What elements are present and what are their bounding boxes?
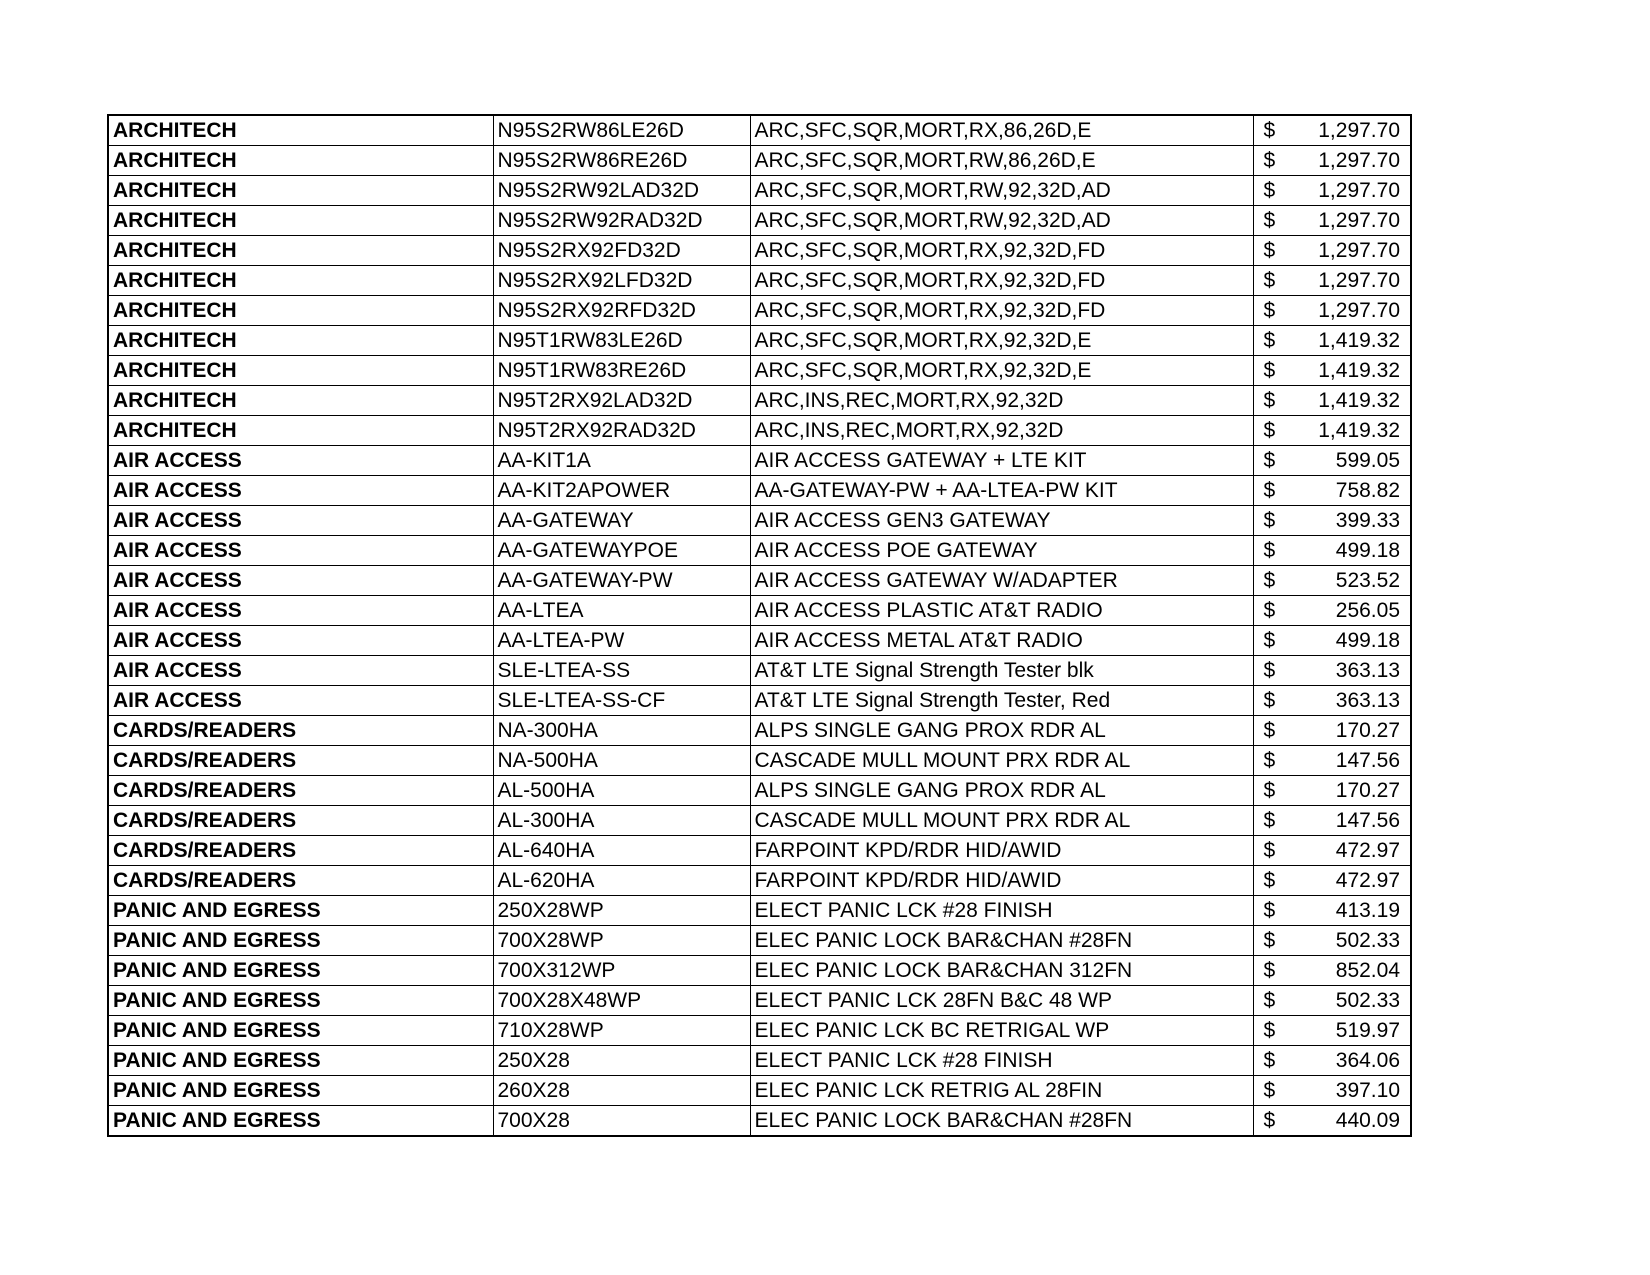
currency-symbol-cell: $ [1253, 596, 1279, 626]
currency-symbol-cell: $ [1253, 206, 1279, 236]
price-cell: 499.18 [1279, 626, 1411, 656]
description-cell: ARC,SFC,SQR,MORT,RX,92,32D,FD [750, 236, 1253, 266]
price-cell: 397.10 [1279, 1076, 1411, 1106]
price-cell: 599.05 [1279, 446, 1411, 476]
price-cell: 1,297.70 [1279, 176, 1411, 206]
part-number-cell: N95S2RW86LE26D [493, 115, 750, 146]
category-cell: AIR ACCESS [108, 446, 493, 476]
category-cell: ARCHITECH [108, 326, 493, 356]
category-cell: CARDS/READERS [108, 746, 493, 776]
table-row [108, 896, 1411, 926]
part-number-cell: AL-640HA [493, 836, 750, 866]
category-cell: PANIC AND EGRESS [108, 1046, 493, 1076]
part-number-cell: N95S2RX92RFD32D [493, 296, 750, 326]
category-cell: CARDS/READERS [108, 836, 493, 866]
part-number-cell: AL-620HA [493, 866, 750, 896]
currency-symbol-cell: $ [1253, 476, 1279, 506]
table-row [108, 956, 1411, 986]
description-cell: ELEC PANIC LOCK BAR&CHAN #28FN [750, 926, 1253, 956]
description-cell: ARC,SFC,SQR,MORT,RX,92,32D,E [750, 326, 1253, 356]
part-number-cell: 250X28WP [493, 896, 750, 926]
currency-symbol-cell: $ [1253, 1016, 1279, 1046]
part-number-cell: N95S2RW86RE26D [493, 146, 750, 176]
description-cell: ARC,SFC,SQR,MORT,RX,92,32D,E [750, 356, 1253, 386]
description-cell: AT&T LTE Signal Strength Tester, Red [750, 686, 1253, 716]
price-cell: 1,297.70 [1279, 206, 1411, 236]
category-cell: PANIC AND EGRESS [108, 896, 493, 926]
part-number-cell: N95T1RW83LE26D [493, 326, 750, 356]
category-cell: PANIC AND EGRESS [108, 1076, 493, 1106]
price-cell: 1,419.32 [1279, 356, 1411, 386]
part-number-cell: N95S2RX92FD32D [493, 236, 750, 266]
price-cell: 364.06 [1279, 1046, 1411, 1076]
price-cell: 147.56 [1279, 806, 1411, 836]
price-cell: 1,419.32 [1279, 416, 1411, 446]
table-row [108, 866, 1411, 896]
category-cell: ARCHITECH [108, 236, 493, 266]
price-cell: 1,297.70 [1279, 146, 1411, 176]
currency-symbol-cell: $ [1253, 236, 1279, 266]
table-row [108, 146, 1411, 176]
part-number-cell: NA-500HA [493, 746, 750, 776]
price-cell: 523.52 [1279, 566, 1411, 596]
part-number-cell: 710X28WP [493, 1016, 750, 1046]
category-cell: PANIC AND EGRESS [108, 926, 493, 956]
part-number-cell: 260X28 [493, 1076, 750, 1106]
description-cell: AT&T LTE Signal Strength Tester blk [750, 656, 1253, 686]
table-row [108, 1046, 1411, 1076]
description-cell: ARC,SFC,SQR,MORT,RX,86,26D,E [750, 115, 1253, 146]
description-cell: ARC,SFC,SQR,MORT,RW,86,26D,E [750, 146, 1253, 176]
currency-symbol-cell: $ [1253, 416, 1279, 446]
description-cell: ARC,INS,REC,MORT,RX,92,32D [750, 416, 1253, 446]
category-cell: CARDS/READERS [108, 776, 493, 806]
category-cell: CARDS/READERS [108, 866, 493, 896]
description-cell: ARC,SFC,SQR,MORT,RW,92,32D,AD [750, 176, 1253, 206]
part-number-cell: 700X28WP [493, 926, 750, 956]
table-row [108, 446, 1411, 476]
part-number-cell: 700X28X48WP [493, 986, 750, 1016]
category-cell: AIR ACCESS [108, 536, 493, 566]
price-cell: 758.82 [1279, 476, 1411, 506]
category-cell: AIR ACCESS [108, 656, 493, 686]
currency-symbol-cell: $ [1253, 296, 1279, 326]
category-cell: PANIC AND EGRESS [108, 956, 493, 986]
description-cell: ELECT PANIC LCK #28 FINISH [750, 1046, 1253, 1076]
currency-symbol-cell: $ [1253, 746, 1279, 776]
category-cell: ARCHITECH [108, 115, 493, 146]
part-number-cell: N95T2RX92RAD32D [493, 416, 750, 446]
currency-symbol-cell: $ [1253, 566, 1279, 596]
currency-symbol-cell: $ [1253, 1046, 1279, 1076]
part-number-cell: SLE-LTEA-SS-CF [493, 686, 750, 716]
part-number-cell: AA-GATEWAYPOE [493, 536, 750, 566]
part-number-cell: N95S2RW92RAD32D [493, 206, 750, 236]
part-number-cell: 250X28 [493, 1046, 750, 1076]
price-cell: 1,297.70 [1279, 236, 1411, 266]
table-row [108, 416, 1411, 446]
price-cell: 399.33 [1279, 506, 1411, 536]
table-row [108, 716, 1411, 746]
description-cell: FARPOINT KPD/RDR HID/AWID [750, 836, 1253, 866]
table-row [108, 386, 1411, 416]
description-cell: AIR ACCESS PLASTIC AT&T RADIO [750, 596, 1253, 626]
price-cell: 170.27 [1279, 716, 1411, 746]
currency-symbol-cell: $ [1253, 896, 1279, 926]
part-number-cell: N95T1RW83RE26D [493, 356, 750, 386]
table-row [108, 686, 1411, 716]
currency-symbol-cell: $ [1253, 686, 1279, 716]
category-cell: ARCHITECH [108, 296, 493, 326]
category-cell: AIR ACCESS [108, 506, 493, 536]
category-cell: ARCHITECH [108, 266, 493, 296]
table-row [108, 236, 1411, 266]
currency-symbol-cell: $ [1253, 446, 1279, 476]
table-row [108, 1106, 1411, 1137]
currency-symbol-cell: $ [1253, 1076, 1279, 1106]
description-cell: ELEC PANIC LOCK BAR&CHAN #28FN [750, 1106, 1253, 1137]
part-number-cell: 700X312WP [493, 956, 750, 986]
price-cell: 1,297.70 [1279, 266, 1411, 296]
category-cell: ARCHITECH [108, 206, 493, 236]
currency-symbol-cell: $ [1253, 1106, 1279, 1137]
description-cell: FARPOINT KPD/RDR HID/AWID [750, 866, 1253, 896]
part-number-cell: NA-300HA [493, 716, 750, 746]
description-cell: ELEC PANIC LCK RETRIG AL 28FIN [750, 1076, 1253, 1106]
description-cell: AA-GATEWAY-PW + AA-LTEA-PW KIT [750, 476, 1253, 506]
price-cell: 363.13 [1279, 686, 1411, 716]
table-row [108, 266, 1411, 296]
part-number-cell: N95S2RW92LAD32D [493, 176, 750, 206]
table-row [108, 296, 1411, 326]
description-cell: ELEC PANIC LCK BC RETRIGAL WP [750, 1016, 1253, 1046]
table-row [108, 326, 1411, 356]
price-cell: 1,297.70 [1279, 296, 1411, 326]
table-row [108, 506, 1411, 536]
price-cell: 413.19 [1279, 896, 1411, 926]
price-cell: 1,419.32 [1279, 326, 1411, 356]
table-row [108, 596, 1411, 626]
table-row [108, 986, 1411, 1016]
category-cell: ARCHITECH [108, 416, 493, 446]
price-list-table [107, 114, 1412, 1137]
currency-symbol-cell: $ [1253, 656, 1279, 686]
table-row [108, 926, 1411, 956]
table-row [108, 206, 1411, 236]
table-row [108, 176, 1411, 206]
description-cell: ALPS SINGLE GANG PROX RDR AL [750, 716, 1253, 746]
category-cell: PANIC AND EGRESS [108, 1106, 493, 1137]
description-cell: ALPS SINGLE GANG PROX RDR AL [750, 776, 1253, 806]
category-cell: PANIC AND EGRESS [108, 986, 493, 1016]
description-cell: CASCADE MULL MOUNT PRX RDR AL [750, 806, 1253, 836]
description-cell: AIR ACCESS GATEWAY W/ADAPTER [750, 566, 1253, 596]
currency-symbol-cell: $ [1253, 716, 1279, 746]
price-cell: 440.09 [1279, 1106, 1411, 1137]
part-number-cell: N95T2RX92LAD32D [493, 386, 750, 416]
part-number-cell: AA-LTEA [493, 596, 750, 626]
currency-symbol-cell: $ [1253, 386, 1279, 416]
table-row [108, 356, 1411, 386]
category-cell: CARDS/READERS [108, 716, 493, 746]
currency-symbol-cell: $ [1253, 956, 1279, 986]
description-cell: ARC,INS,REC,MORT,RX,92,32D [750, 386, 1253, 416]
price-cell: 852.04 [1279, 956, 1411, 986]
table-row [108, 746, 1411, 776]
part-number-cell: 700X28 [493, 1106, 750, 1137]
table-row [108, 1076, 1411, 1106]
part-number-cell: AA-GATEWAY-PW [493, 566, 750, 596]
part-number-cell: AA-KIT1A [493, 446, 750, 476]
description-cell: AIR ACCESS POE GATEWAY [750, 536, 1253, 566]
table-row [108, 806, 1411, 836]
price-cell: 502.33 [1279, 986, 1411, 1016]
currency-symbol-cell: $ [1253, 536, 1279, 566]
currency-symbol-cell: $ [1253, 926, 1279, 956]
category-cell: AIR ACCESS [108, 596, 493, 626]
price-cell: 519.97 [1279, 1016, 1411, 1046]
description-cell: AIR ACCESS GATEWAY + LTE KIT [750, 446, 1253, 476]
part-number-cell: AA-LTEA-PW [493, 626, 750, 656]
description-cell: ELEC PANIC LOCK BAR&CHAN 312FN [750, 956, 1253, 986]
currency-symbol-cell: $ [1253, 146, 1279, 176]
category-cell: ARCHITECH [108, 146, 493, 176]
category-cell: PANIC AND EGRESS [108, 1016, 493, 1046]
description-cell: AIR ACCESS GEN3 GATEWAY [750, 506, 1253, 536]
price-cell: 502.33 [1279, 926, 1411, 956]
table-row [108, 776, 1411, 806]
table-row [108, 836, 1411, 866]
table-row [108, 626, 1411, 656]
price-cell: 147.56 [1279, 746, 1411, 776]
category-cell: AIR ACCESS [108, 566, 493, 596]
currency-symbol-cell: $ [1253, 176, 1279, 206]
currency-symbol-cell: $ [1253, 115, 1279, 146]
currency-symbol-cell: $ [1253, 986, 1279, 1016]
price-list-body [108, 115, 1411, 1136]
currency-symbol-cell: $ [1253, 866, 1279, 896]
currency-symbol-cell: $ [1253, 356, 1279, 386]
price-cell: 363.13 [1279, 656, 1411, 686]
price-cell: 170.27 [1279, 776, 1411, 806]
currency-symbol-cell: $ [1253, 776, 1279, 806]
price-cell: 472.97 [1279, 866, 1411, 896]
currency-symbol-cell: $ [1253, 626, 1279, 656]
table-row [108, 566, 1411, 596]
part-number-cell: AL-300HA [493, 806, 750, 836]
category-cell: AIR ACCESS [108, 686, 493, 716]
part-number-cell: N95S2RX92LFD32D [493, 266, 750, 296]
part-number-cell: AA-GATEWAY [493, 506, 750, 536]
description-cell: ELECT PANIC LCK 28FN B&C 48 WP [750, 986, 1253, 1016]
part-number-cell: AL-500HA [493, 776, 750, 806]
description-cell: ARC,SFC,SQR,MORT,RW,92,32D,AD [750, 206, 1253, 236]
currency-symbol-cell: $ [1253, 506, 1279, 536]
category-cell: ARCHITECH [108, 176, 493, 206]
table-row [108, 1016, 1411, 1046]
price-cell: 1,297.70 [1279, 115, 1411, 146]
table-row [108, 476, 1411, 506]
table-row [108, 536, 1411, 566]
part-number-cell: AA-KIT2APOWER [493, 476, 750, 506]
price-cell: 472.97 [1279, 836, 1411, 866]
description-cell: ARC,SFC,SQR,MORT,RX,92,32D,FD [750, 266, 1253, 296]
price-cell: 256.05 [1279, 596, 1411, 626]
price-cell: 499.18 [1279, 536, 1411, 566]
description-cell: CASCADE MULL MOUNT PRX RDR AL [750, 746, 1253, 776]
category-cell: AIR ACCESS [108, 626, 493, 656]
description-cell: AIR ACCESS METAL AT&T RADIO [750, 626, 1253, 656]
part-number-cell: SLE-LTEA-SS [493, 656, 750, 686]
description-cell: ELECT PANIC LCK #28 FINISH [750, 896, 1253, 926]
currency-symbol-cell: $ [1253, 836, 1279, 866]
category-cell: ARCHITECH [108, 386, 493, 416]
category-cell: ARCHITECH [108, 356, 493, 386]
currency-symbol-cell: $ [1253, 326, 1279, 356]
currency-symbol-cell: $ [1253, 806, 1279, 836]
currency-symbol-cell: $ [1253, 266, 1279, 296]
category-cell: AIR ACCESS [108, 476, 493, 506]
table-row [108, 656, 1411, 686]
description-cell: ARC,SFC,SQR,MORT,RX,92,32D,FD [750, 296, 1253, 326]
category-cell: CARDS/READERS [108, 806, 493, 836]
table-row [108, 115, 1411, 146]
price-cell: 1,419.32 [1279, 386, 1411, 416]
